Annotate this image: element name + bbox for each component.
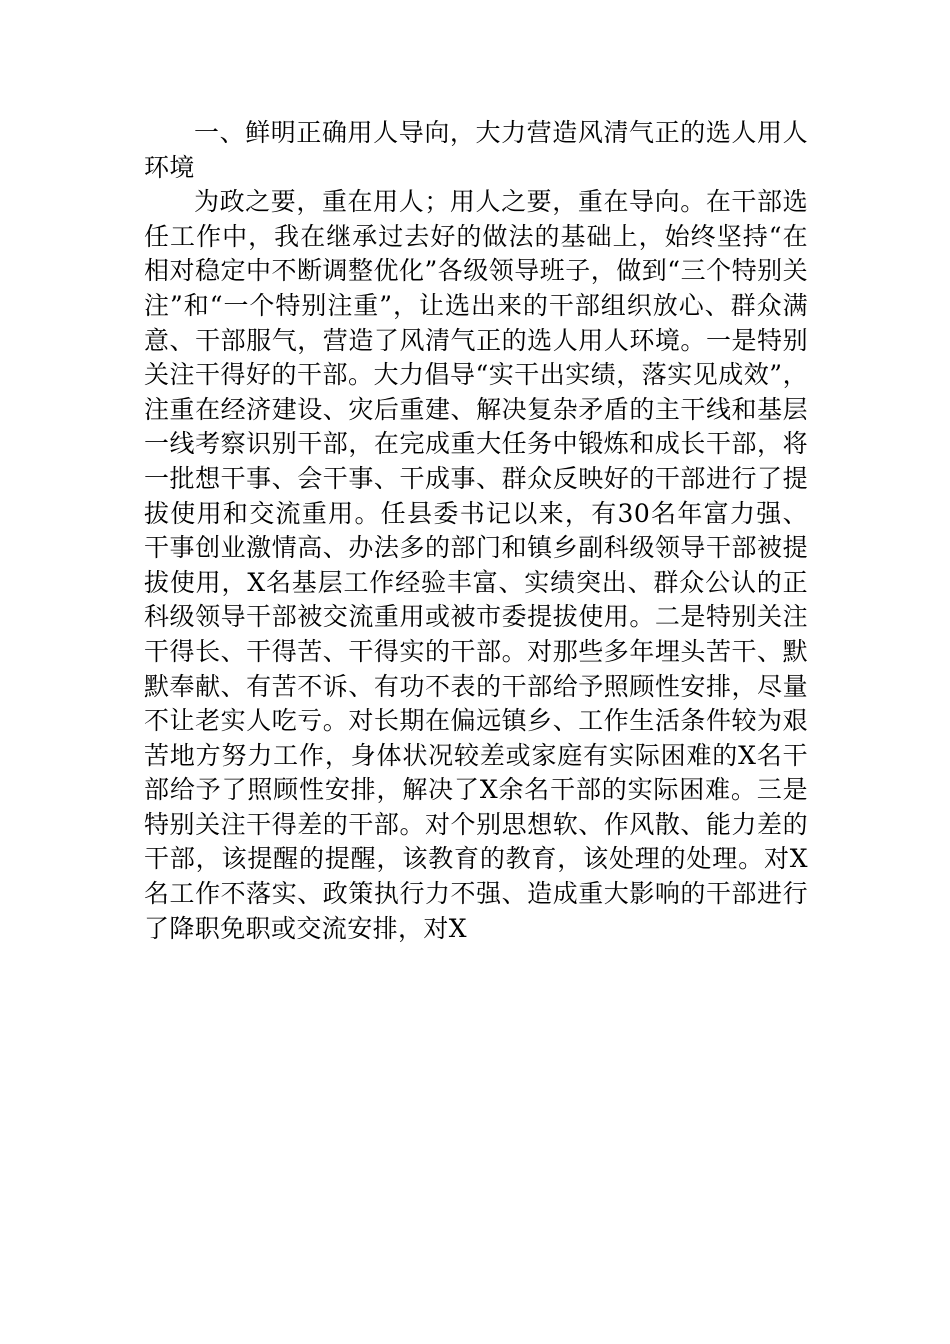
section-heading: 一、鲜明正确用人导向，大力营造风清气正的选人用人环境 bbox=[144, 118, 808, 182]
body-paragraph: 为政之要，重在用人；用人之要，重在导向。在干部选任工作中，我在继承过去好的做法的基础上，始终坚持“在相对稳定中不断调整优化”各级领导班子，做到“三个特别关注”和“一个特别注重”，让选出来的干部组织放心、群众满意、干部服气，营造了风清气正的选人用人环境。一是特别关注干得好的干部。大力倡导“实干出实绩，落实见成效”，注重在经济建设、灾后重建、解决复杂矛盾的主干线和基层一线考察识别干部，在完成重大任务中锻炼和成长干部，将一批想干事、会干事、干成事、群众反映好的干部进行了提拔使用和交流重用。任县委书记以来，有30名年富力强、干事创业激情高、办法多的部门和镇乡副科级领导干部被提拔使用，X名基层工作经验丰富、实绩突出、群众公认的正科级领导干部被交流重用或被市委提拔使用。二是特别关注干得长、干得苦、干得实的干部。对那些多年埋头苦干、默默奉献、有苦不诉、有功不表的干部给予照顾性安排，尽量不让老实人吃亏。对长期在偏远镇乡、工作生活条件较为艰苦地方努力工作，身体状况较差或家庭有实际困难的X名干部给予了照顾性安排，解决了X余名干部的实际困难。三是特别关注干得差的干部。对个别思想软、作风散、能力差的干部，该提醒的提醒，该教育的教育，该处理的处理。对X名工作不落实、政策执行力不强、造成重大影响的干部进行了降职免职或交流安排，对X bbox=[144, 187, 808, 943]
document-body bbox=[144, 116, 808, 946]
